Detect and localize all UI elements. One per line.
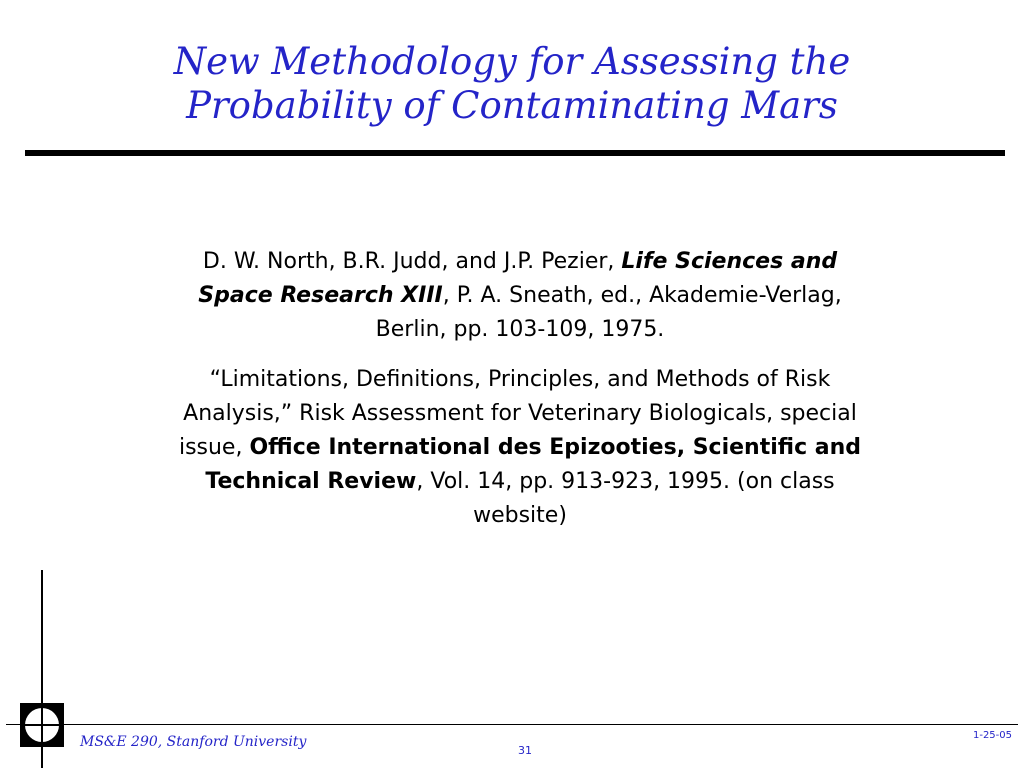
reference-item: [170, 363, 870, 533]
page-number: 31: [518, 744, 532, 757]
footer-horizontal-rule: [6, 724, 1018, 725]
slide-title: [0, 40, 1024, 128]
reference-authors: D. W. North, B.R. Judd, and J.P. Pezier,: [202, 249, 622, 274]
title-line-2: Probability of Contaminating Mars: [186, 84, 838, 127]
reference-list: [170, 245, 870, 549]
title-divider: [25, 150, 1005, 156]
reference-lead: “Limitations, Definitions, Principles, and Methods of Risk Analysis,” Risk Assessment for Veterinary Biologicals, special issue,: [178, 367, 857, 460]
footer-date: 1-25-05: [972, 730, 1012, 741]
crosshair-circle-logo-icon: [20, 703, 64, 747]
reference-item: [170, 245, 870, 347]
title-line-1: New Methodology for Assessing the: [173, 40, 851, 83]
reference-publication: Life Sciences and Space Research XIII: [198, 249, 838, 308]
reference-publication: Office International des Epizooties, Scientific and Technical Review: [205, 435, 862, 494]
reference-details: , Vol. 14, pp. 913-923, 1995. (on class website): [416, 469, 835, 528]
reference-details: , P. A. Sneath, ed., Akademie-Verlag, Berlin, pp. 103-109, 1975.: [375, 283, 842, 342]
footer-course-label: MS&E 290, Stanford University: [80, 734, 307, 750]
